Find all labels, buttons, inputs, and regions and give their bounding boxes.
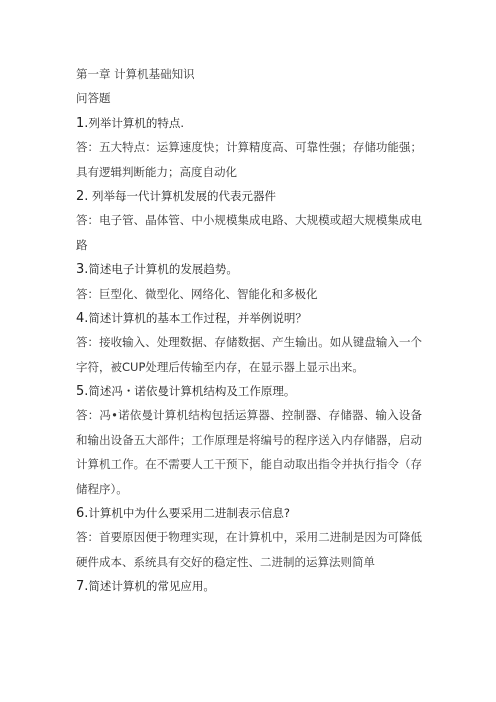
question-4 — [76, 306, 422, 330]
question-7 — [76, 574, 422, 598]
answer-1-line-1: 答：五大特点：运算速度快；计算精度高、可靠性强；存储功能强； — [76, 140, 422, 155]
question-text: 计算机中为什么要采用二进制表示信息? — [88, 506, 291, 521]
section-title: 问答题 — [76, 91, 111, 106]
question-number: 7. — [76, 579, 89, 595]
answer-5-line-1: 答：冯•诺依曼计算机结构包括运算器、控制器、存储器、输入设备 — [76, 408, 422, 423]
question-text: 简述计算机的常见应用。 — [88, 579, 215, 594]
answer-4-line-2: 字符，被CUP处理后传输至内存，在显示器上显示出来。 — [76, 359, 364, 374]
question-number: 1. — [76, 115, 89, 131]
question-number: 3. — [76, 262, 89, 278]
question-text: 简述计算机的基本工作过程，并举例说明？ — [88, 310, 307, 325]
answer-2-line-2: 路 — [76, 237, 88, 252]
question-number: 6. — [76, 506, 89, 522]
question-text: 简述冯・诺依曼计算机结构及工作原理。 — [88, 384, 296, 399]
question-text: 列举计算机的特点. — [88, 115, 185, 130]
question-number: 2. — [76, 188, 89, 204]
answer-6-line-1: 答：首要原因便于物理实现，在计算机中，采用二进制是因为可降低 — [76, 530, 422, 545]
question-6 — [76, 501, 422, 525]
answer-1-line-2: 具有逻辑判断能力；高度自动化 — [76, 164, 237, 179]
answer-3-line-1: 答：巨型化、微型化、网络化、智能化和多极化 — [76, 286, 318, 301]
answer-6-line-2: 硬件成本、系统具有交好的稳定性、二进制的运算法则简单 — [76, 554, 375, 569]
question-number: 4. — [76, 310, 89, 326]
question-text: 简述电子计算机的发展趋势。 — [88, 262, 238, 277]
answer-2-line-1: 答：电子管、晶体管、中小规模集成电路、大规模或超大规模集成电 — [76, 213, 422, 228]
answer-5-line-2: 和输出设备五大部件；工作原理是将编号的程序送入内存储器，启动 — [76, 432, 422, 447]
answer-5-line-3: 计算机工作。在不需要人工干预下，能自动取出指令并执行指令（存 — [76, 457, 422, 472]
question-5 — [76, 379, 422, 403]
question-number: 5. — [76, 384, 89, 400]
answer-5-line-4: 储程序）。 — [76, 481, 128, 496]
question-2 — [76, 184, 422, 208]
question-3 — [76, 257, 422, 281]
question-1 — [76, 111, 422, 135]
answer-4-line-1: 答：接收输入、处理数据、存储数据、产生输出。如从键盘输入一个 — [76, 335, 422, 350]
question-text: 列举每一代计算机发展的代表元器件 — [88, 188, 277, 203]
chapter-title: 第一章 计算机基础知识 — [76, 67, 195, 81]
document-page — [76, 62, 422, 599]
